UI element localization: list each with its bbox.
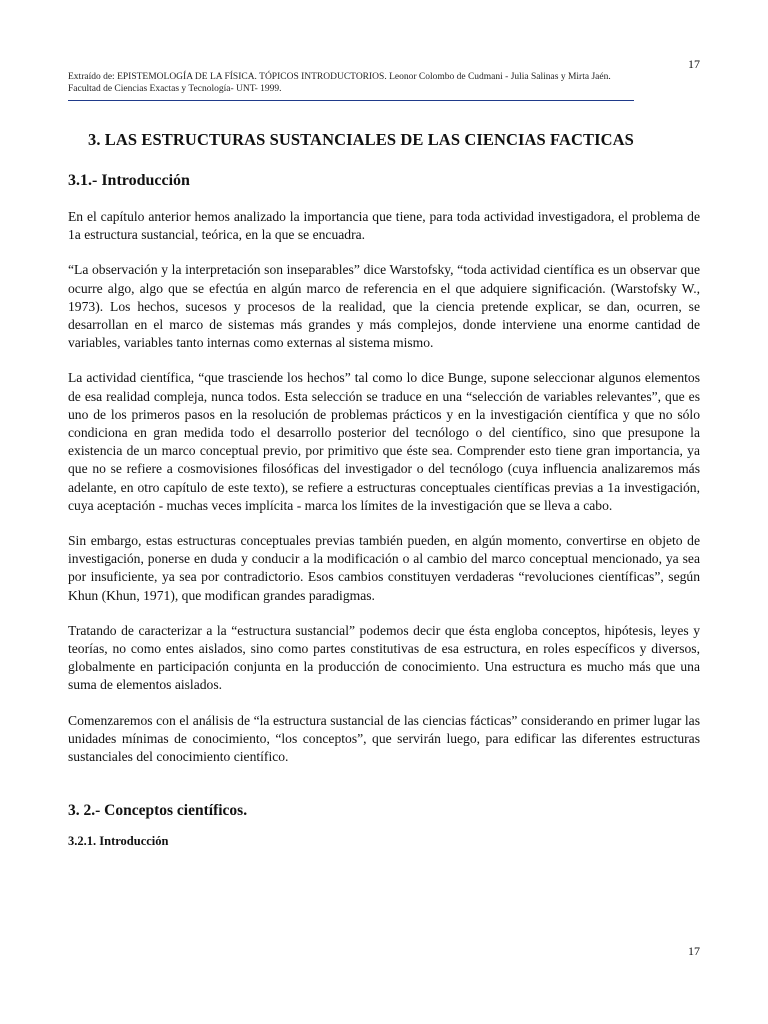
paragraph-6: Comenzaremos con el análisis de “la estructura sustancial de las ciencias fácticas” considerando en primer lugar las unidades mínimas de conocimiento, “los conceptos”, que servirán luego, para edificar las diferentes estructuras sustanciales del conocimiento científico. [68,712,700,765]
section-title: 3.1.- Introducción [68,172,190,189]
page-number-bottom: 17 [688,944,700,958]
header-citation: Extraído de: EPISTEMOLOGÍA DE LA FÍSICA. TÓPICOS INTRODUCTORIOS. Leonor Colombo de Cudmani - Julia Salinas y Mirta Jaén. [68,72,611,82]
page-number-top: 17 [688,57,700,71]
subsubsection-title: 3.2.1. Introducción [68,834,169,849]
subsection-title: 3. 2.- Conceptos científicos. [68,802,248,820]
header-divider [68,100,634,101]
page-content [68,128,700,850]
document-header [68,71,668,95]
paragraph-2: “La observación y la interpretación son inseparables” dice Warstofsky, “toda actividad científica es un observar que ocurre algo, algo que se efectúa en algún marco de referencia en el que adquiere significación. (Warstofsky W., 1973). Los hechos, sucesos y procesos de la realidad, que la ciencia pretende explicar, se dan, ocurren, se desarrollan en el marco de sistemas más grandes y más complejos, donde interviene una enorme cantidad de variables, variables tanto internas como externas al sistema mismo. [68,262,700,351]
paragraph-5: Tratando de caracterizar a la “estructura sustancial” podemos decir que ésta engloba conceptos, hipótesis, leyes y teorías, no como entes aislados, sino como partes constitutivas de esa estructura, en roles específicos y diversos, globalmente en participación conjunta en la producción de conocimiento. Una estructura es mucho más que una suma de elementos aislados. [68,622,700,693]
header-faculty: Facultad de Ciencias Exactas y Tecnología- UNT- 1999. [68,84,282,94]
paragraph-1: En el capítulo anterior hemos analizado la importancia que tiene, para toda actividad investigadora, el problema de 1a estructura sustancial, teórica, en la que se encuadra. [68,209,700,243]
paragraph-3: La actividad científica, “que trasciende los hechos” tal como lo dice Bunge, supone seleccionar algunos elementos de esa realidad compleja, nunca todos. Esta selección se traduce en una “selección de variables relevantes”, que es uno de los primeros pasos en la resolución de problemas prácticos y en la investigación científica y que no sólo condiciona en gran medida todo el desarrollo posterior del tecnólogo o del científico, sino que presupone la existencia de un marco conceptual previo, por primitivo que éste sea. Comprender esto tiene gran importancia, ya que no se refiere a cosmovisiones filosóficas del investigador o del tecnólogo (cuya influencia analizaremos más adelante, en otro capítulo de este texto), se refiere a estructuras conceptuales científicas previas a 1a investigación, cuya aceptación - muchas veces implícita - marca los límites de la investigación que se lleva a cabo. [68,370,700,513]
chapter-title: 3. LAS ESTRUCTURAS SUSTANCIALES DE LAS CIENCIAS FACTICAS [88,130,634,149]
paragraph-4: Sin embargo, estas estructuras conceptuales previas también pueden, en algún momento, convertirse en objeto de investigación, ponerse en duda y conducir a la modificación o al cambio del marco conceptual mencionado, ya sea por insuficiente, ya sea por contradictorio. Esos cambios constituyen verdaderas “revoluciones científicas”, según Khun (Khun, 1971), que modifican grandes paradigmas. [68,533,700,603]
